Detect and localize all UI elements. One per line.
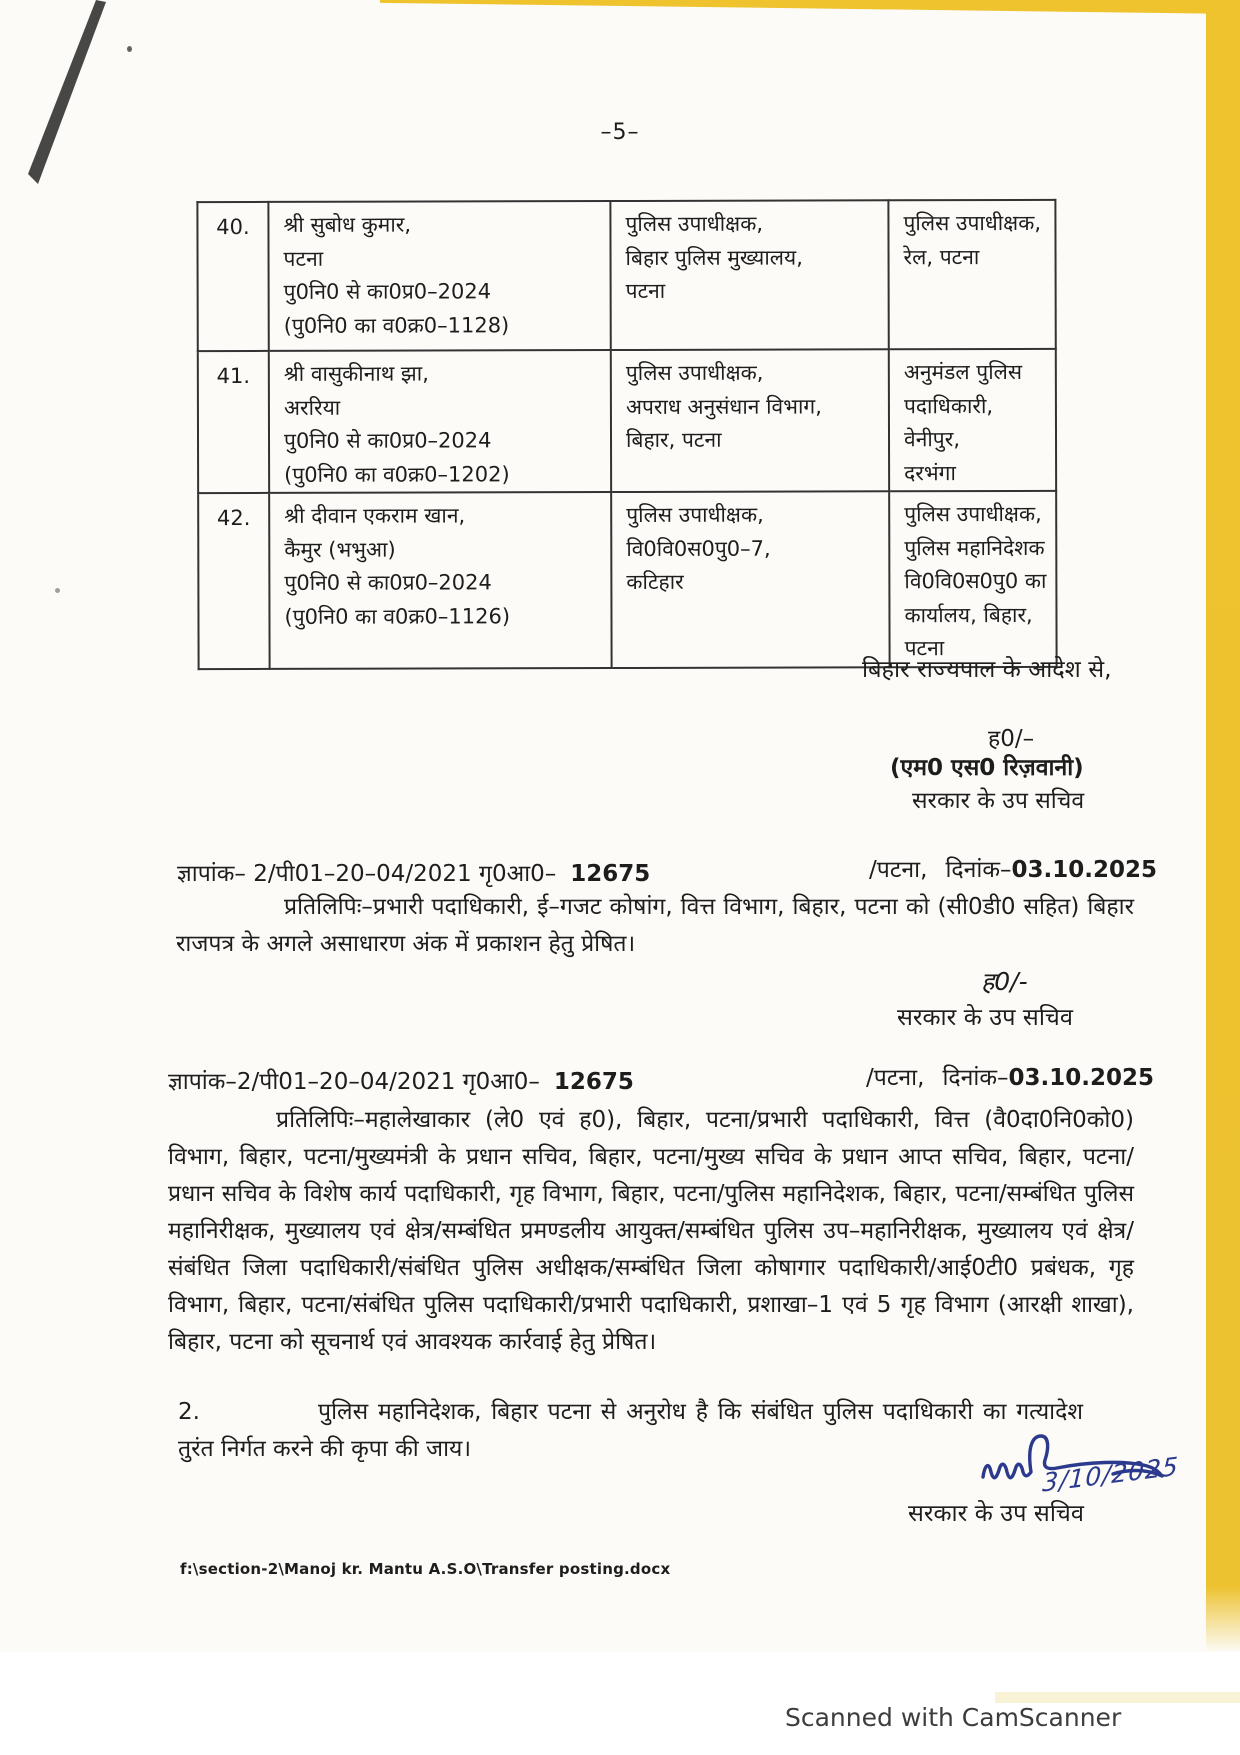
secretary-designation: सरकार के उप सचिव [912,788,1085,814]
present-posting-cell: पुलिस उपाधीक्षक, वि0वि0स0पु0–7, कटिहार [611,491,889,667]
serial-cell: 42. [198,493,269,669]
table-row [197,200,1055,351]
memo-date: 03.10.2025 [1011,857,1158,883]
memo-number-line [177,856,650,888]
signed-mark: ह0/- [981,967,1028,996]
memo-number: 12675 [553,1069,634,1095]
memo-date-label: दिनांक– [942,1065,1009,1091]
memo-place: /पटना, [869,857,928,883]
signed-mark: ह0/– [988,726,1035,752]
handwritten-date: 3/10/2025 [1041,1451,1180,1498]
memo-place: /पटना, [866,1065,925,1091]
scan-crease-mark [0,0,120,190]
footer-file-path: f:\section-2\Manoj kr. Mantu A.S.O\Transfer posting.docx [180,1560,671,1578]
present-posting-cell: पुलिस उपाधीक्षक, अपराध अनुसंधान विभाग, बिहार, पटना [611,349,889,492]
secretary-designation: सरकार के उप सचिव [908,1499,1084,1527]
copy-to-paragraph: प्रतिलिपिः–प्रभारी पदाधिकारी, ई–गजट कोषांग, वित्त विभाग, बिहार, पटना को (सी0डी0 सहित) बिहार राजपत्र के अगले असाधारण अंक में प्रकाशन हेतु प्रेषित। [176,894,1134,957]
ink-dot [127,46,132,52]
memo-prefix: ज्ञापांक– 2/पी01–20–04/2021 गृ0आ0– [177,861,557,887]
memo-number: 12675 [570,861,651,887]
table-row [198,349,1056,493]
memo-date: 03.10.2025 [1008,1065,1155,1091]
serial-cell: 41. [198,351,269,493]
request-paragraph [178,1394,1083,1468]
officer-cell: श्री दीवान एकराम खान, कैमुर (भभुआ) पु0नि0 से का0प्र0–2024 (पु0नि0 का व0क्र0–1126) [269,492,611,668]
officer-cell: श्री वासुकीनाथ झा, अररिया पु0नि0 से का0प्र0–2024 (पु0नि0 का व0क्र0–1202) [269,350,611,493]
new-posting-cell: अनुमंडल पुलिस पदाधिकारी, वेनीपुर, दरभंगा [889,349,1056,491]
memo-place-date [869,852,1157,884]
memo-date-label: दिनांक– [945,857,1012,883]
secretary-designation: सरकार के उप सचिव [897,1003,1073,1031]
camscanner-watermark: Scanned with CamScanner [785,1703,1122,1732]
order-authority-line: बिहार राज्यपाल के आदेश से, [862,655,1112,683]
item-text: पुलिस महानिदेशक, बिहार पटना से अनुरोध है कि संबंधित पुलिस पदाधिकारी का गत्यादेश तुरंत निर्गत करने की कृपा की जाय। [178,1399,1083,1462]
memo-place-date [866,1060,1154,1092]
distribution-paragraph: प्रतिलिपिः–महालेखाकार (ले0 एवं ह0), बिहार, पटना/प्रभारी पदाधिकारी, वित्त (वै0दा0नि0को0) विभाग, बिहार, पटना/मुख्यमंत्री के प्रधान सचिव, बिहार, पटना/मुख्य सचिव के प्रधान आप्त सचिव, बिहार, पटना/प्रधान सचिव के विशेष कार्य पदाधिकारी, गृह विभाग, बिहार, पटना/पुलिस महानिदेशक, बिहार, पटना/सम्बंधित पुलिस महानिरीक्षक, मुख्यालय एवं क्षेत्र/सम्बंधित प्रमण्डलीय आयुक्त/सम्बंधित पुलिस उप–महानिरीक्षक, मुख्यालय एवं क्षेत्र/संबंधित जिला पदाधिकारी/संबंधित पुलिस अधीक्षक/सम्बंधित जिला कोषागार पदाधिकारी/आई0टी0 प्रबंधक, गृह विभाग, बिहार, पटना/संबंधित पुलिस पदाधिकारी/प्रभारी पदाधिकारी, प्रशाखा–1 एवं 5 गृह विभाग (आरक्षी शाखा), बिहार, पटना को सूचनार्थ एवं आवश्यक कार्रवाई हेतु प्रेषित। [168,1107,1134,1355]
scan-yellow-streak [995,1692,1240,1703]
new-posting-cell: पुलिस उपाधीक्षक, पुलिस महानिदेशक वि0वि0स0पु0 का कार्यालय, बिहार, पटना [889,491,1056,667]
ink-dot [55,588,60,593]
secretary-name: (एम0 एस0 रिज़वानी) [890,755,1084,781]
scan-edge-top [380,0,1240,14]
memo-prefix: ज्ञापांक–2/पी01–20–04/2021 गृ0आ0– [168,1069,540,1095]
officer-cell: श्री सुबोध कुमार, पटना पु0नि0 से का0प्र0–2024 (पु0नि0 का व0क्र0–1128) [268,201,610,351]
present-posting-cell: पुलिस उपाधीक्षक, बिहार पुलिस मुख्यालय, पटना [610,200,888,350]
scan-edge-right [1206,0,1240,1652]
new-posting-cell: पुलिस उपाधीक्षक, रेल, पटना [888,200,1055,349]
serial-cell: 40. [197,202,268,351]
table-row [198,491,1056,669]
transfer-table [196,199,1057,670]
page-number: –5– [600,120,640,145]
item-number: 2. [178,1399,200,1425]
memo-number-line [168,1064,634,1096]
